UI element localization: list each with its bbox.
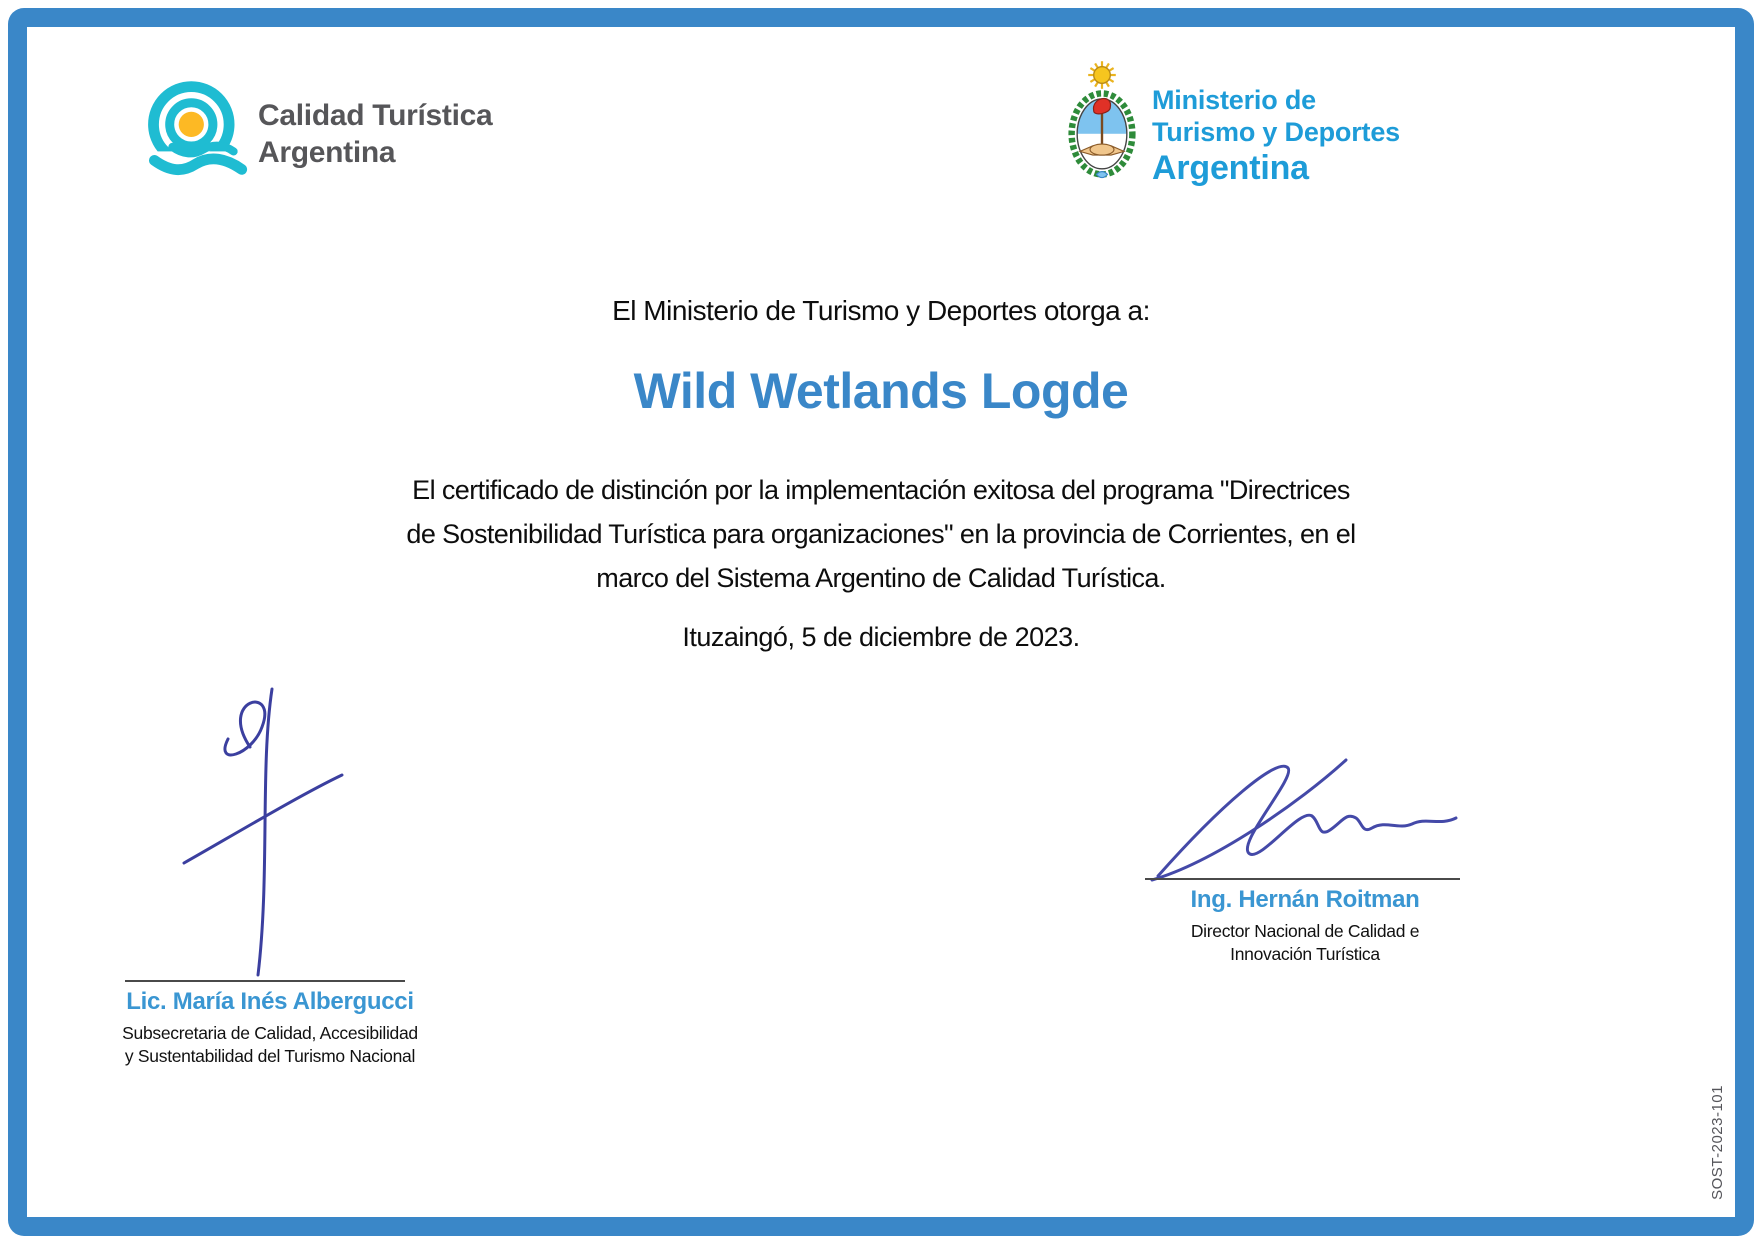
certificate-body-paragraph xyxy=(0,468,1762,600)
signer-title-left-line2: y Sustentabilidad del Turismo Nacional xyxy=(124,1046,416,1066)
signature-line-left xyxy=(125,980,405,982)
document-code: SOST-2023-101 xyxy=(1709,1085,1726,1200)
paragraph-line-3: marco del Sistema Argentino de Calidad Turística. xyxy=(596,563,1166,593)
signature-line-right xyxy=(1145,878,1460,880)
signer-name-left: Lic. María Inés Albergucci xyxy=(126,988,414,1015)
calidad-turistica-wordmark xyxy=(258,97,492,171)
paragraph-line-2: de Sostenibilidad Turística para organizaciones" en la provincia de Corrientes, en el xyxy=(406,519,1356,549)
ministerio-wordmark xyxy=(1152,84,1400,188)
signer-title-right xyxy=(1130,920,1480,966)
argentina-coat-of-arms xyxy=(1056,60,1148,199)
place-and-date: Ituzaingó, 5 de diciembre de 2023. xyxy=(682,622,1080,652)
coat-of-arms-icon xyxy=(1056,60,1148,194)
signer-title-right-line1: Director Nacional de Calidad e xyxy=(1190,921,1420,941)
grant-intro-line: El Ministerio de Turismo y Deportes otorga a: xyxy=(612,295,1150,326)
ministerio-line2: Turismo y Deportes xyxy=(1152,117,1400,147)
ministerio-line3: Argentina xyxy=(1152,149,1309,187)
signer-title-left xyxy=(90,1022,450,1068)
signature-ink-left xyxy=(150,685,370,977)
paragraph-line-1: El certificado de distinción por la implementación exitosa del programa "Directrices xyxy=(412,475,1350,505)
signer-name-right: Ing. Hernán Roitman xyxy=(1190,886,1420,913)
q-rings-icon xyxy=(140,76,248,198)
calidad-line2: Argentina xyxy=(258,136,396,169)
ministerio-line1: Ministerio de xyxy=(1152,85,1316,115)
signer-title-right-line2: Innovación Turística xyxy=(1230,944,1380,964)
calidad-line1: Calidad Turística xyxy=(258,99,493,132)
calidad-turistica-logo xyxy=(140,76,248,203)
signer-title-left-line1: Subsecretaria de Calidad, Accesibilidad xyxy=(122,1023,418,1043)
recipient-name: Wild Wetlands Logde xyxy=(633,363,1129,419)
signature-ink-right xyxy=(1150,750,1460,882)
